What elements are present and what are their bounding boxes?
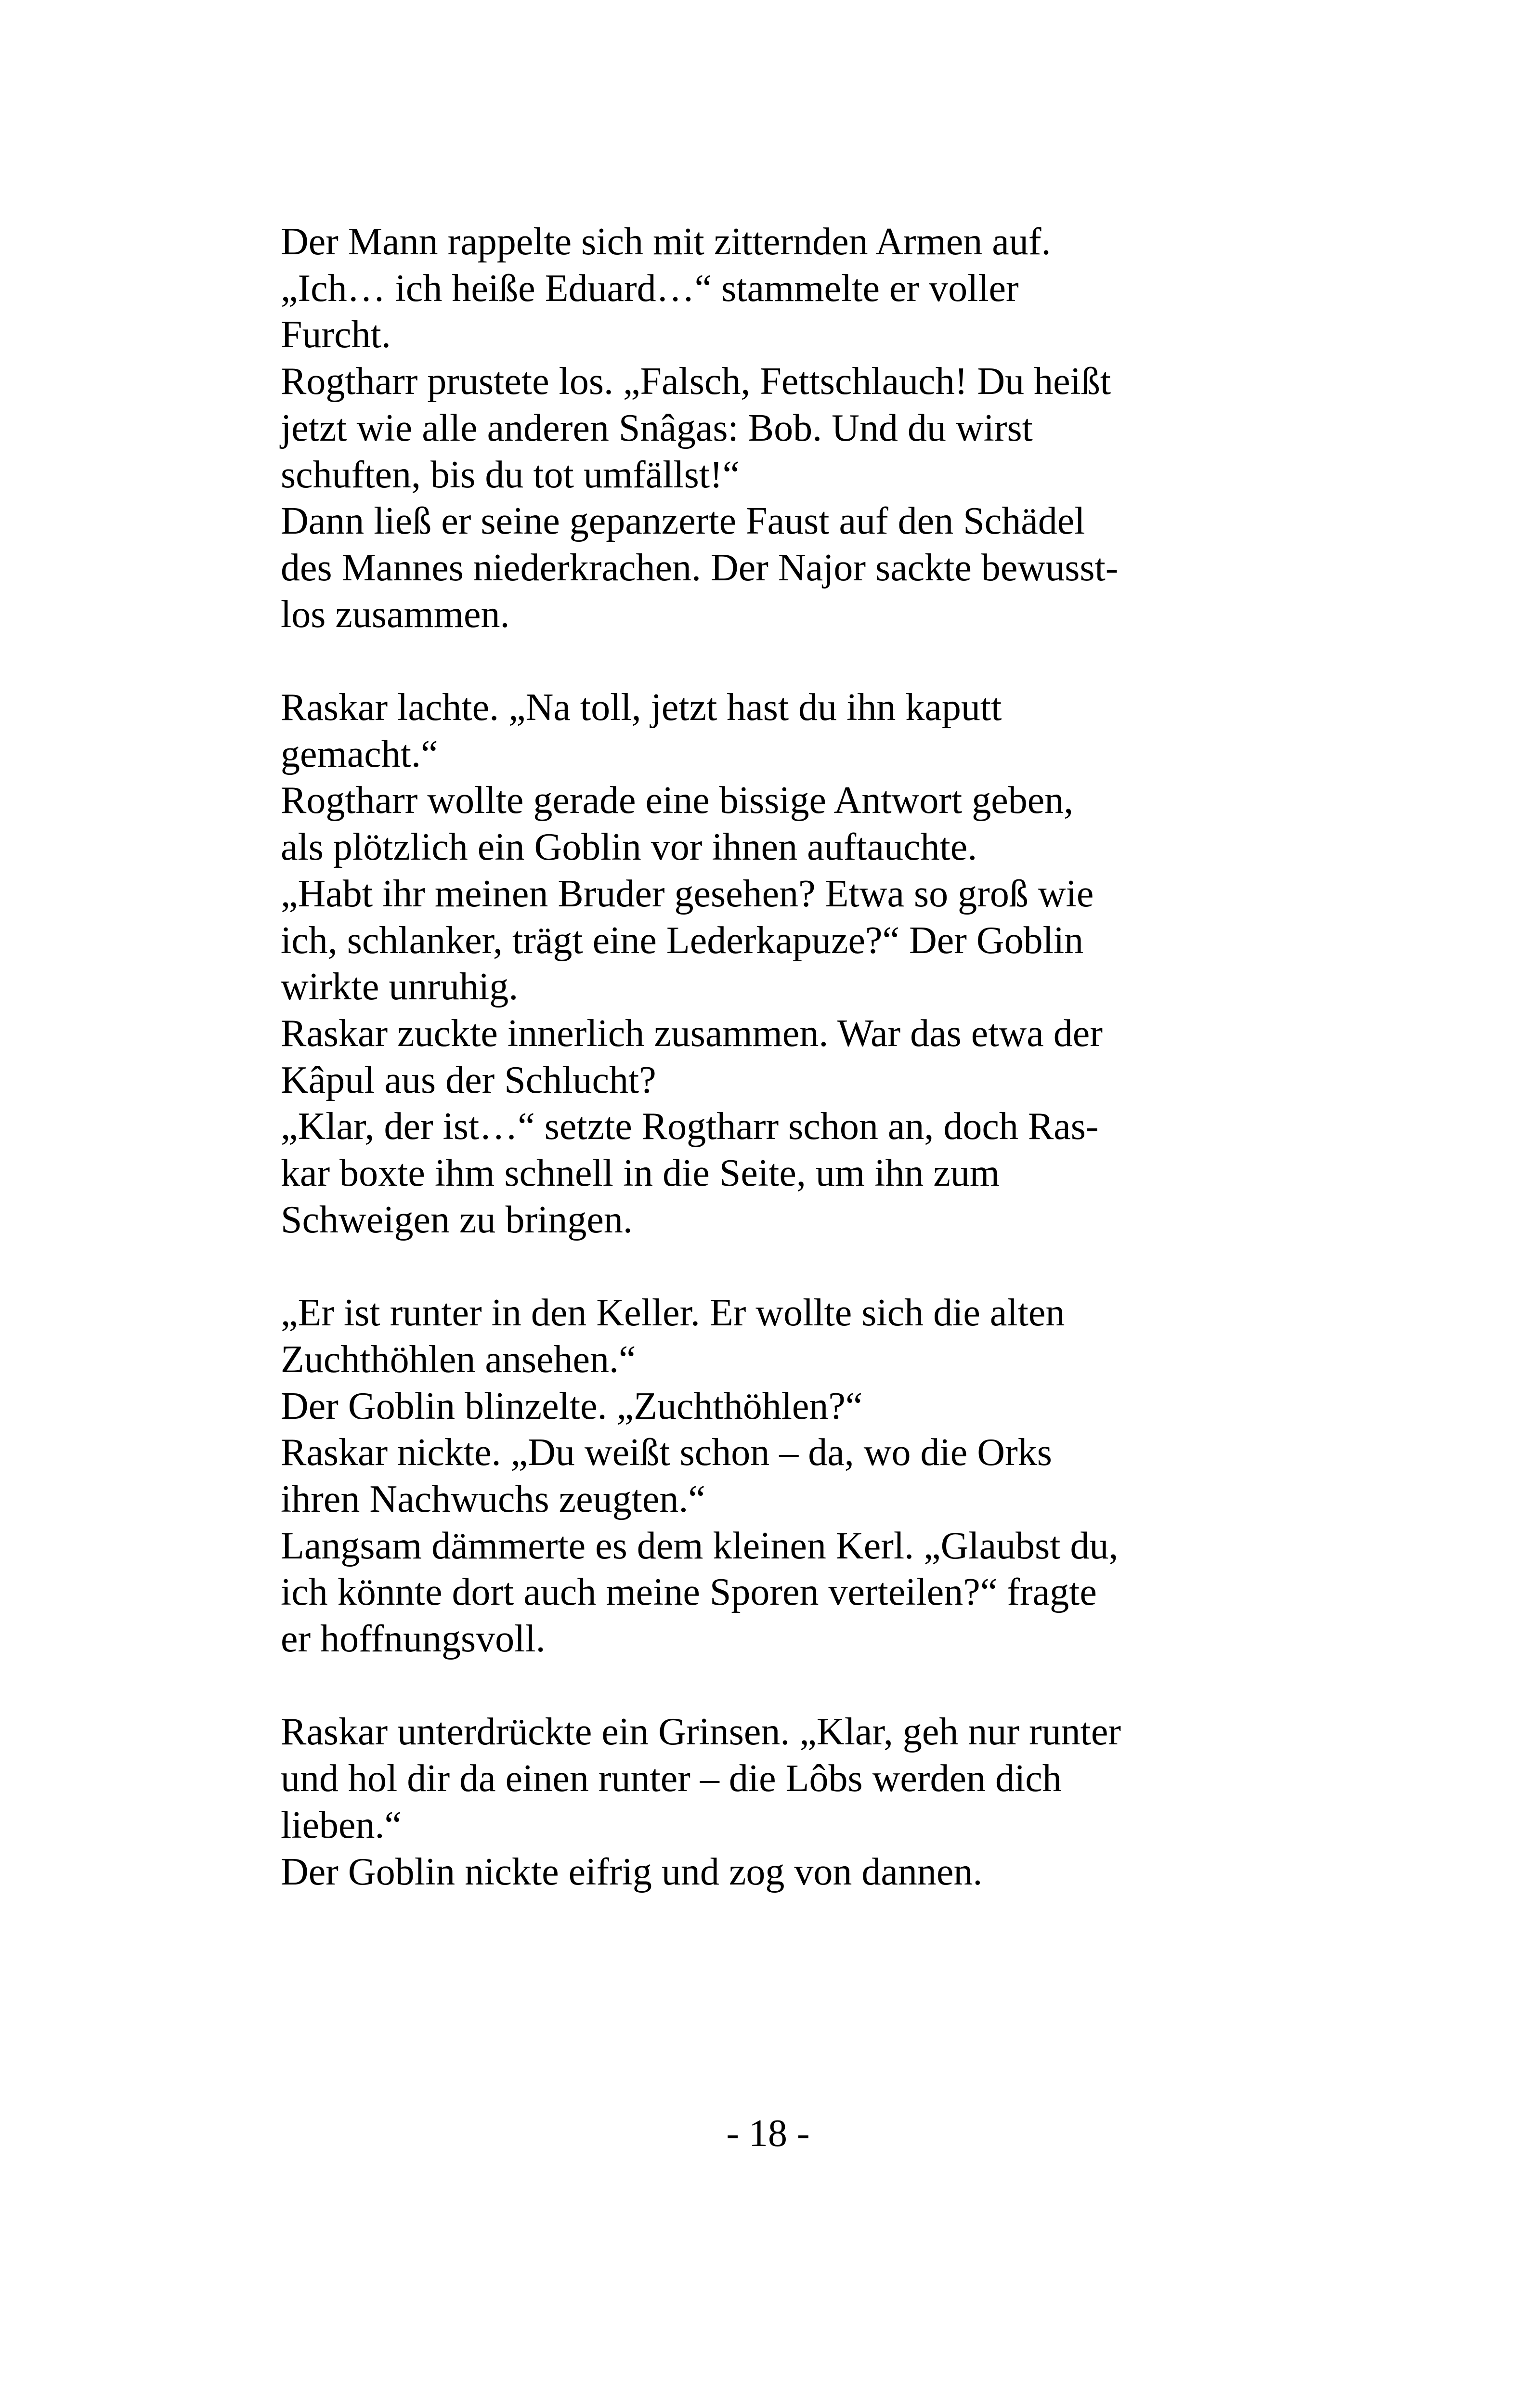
text-line: Langsam dämmerte es dem kleinen Kerl. „Glaubst du, bbox=[281, 1525, 1119, 1567]
text-line: als plötzlich ein Goblin vor ihnen auftauchte. bbox=[281, 826, 977, 868]
text-line: „Habt ihr meinen Bruder gesehen? Etwa so groß wie bbox=[281, 873, 1094, 915]
text-line: kar boxte ihm schnell in die Seite, um ihn zum bbox=[281, 1152, 1000, 1194]
text-line: Furcht. bbox=[281, 314, 391, 356]
text-line: Der Mann rappelte sich mit zitternden Armen auf. bbox=[281, 221, 1051, 263]
text-line: los zusammen. bbox=[281, 593, 510, 636]
text-line: wirkte unruhig. bbox=[281, 966, 519, 1008]
page-number: - 18 - bbox=[726, 2112, 810, 2155]
text-line: jetzt wie alle anderen Snâgas: Bob. Und du wirst bbox=[281, 407, 1033, 449]
text-line: Raskar nickte. „Du weißt schon – da, wo die Orks bbox=[281, 1431, 1052, 1474]
text-line: Rogtharr prustete los. „Falsch, Fettschlauch! Du heißt bbox=[281, 360, 1111, 403]
text-line: Kâpul aus der Schlucht? bbox=[281, 1059, 656, 1101]
text-line: lieben.“ bbox=[281, 1804, 402, 1846]
text-line: gemacht.“ bbox=[281, 733, 438, 775]
text-line: ich, schlanker, trägt eine Lederkapuze?“ Der Goblin bbox=[281, 919, 1084, 962]
text-line: und hol dir da einen runter – die Lôbs werden dich bbox=[281, 1757, 1062, 1800]
text-line: ihren Nachwuchs zeugten.“ bbox=[281, 1478, 705, 1520]
text-line: „Klar, der ist…“ setzte Rogtharr schon an, doch Ras- bbox=[281, 1105, 1099, 1148]
text-line: Raskar unterdrückte ein Grinsen. „Klar, geh nur runter bbox=[281, 1711, 1121, 1753]
text-line: des Mannes niederkrachen. Der Najor sackte bewusst- bbox=[281, 547, 1119, 589]
text-line: „Ich… ich heiße Eduard…“ stammelte er voller bbox=[281, 267, 1019, 310]
text-line: Zuchthöhlen ansehen.“ bbox=[281, 1338, 636, 1381]
text-line: schuften, bis du tot umfällst!“ bbox=[281, 454, 740, 496]
text-line: Schweigen zu bringen. bbox=[281, 1199, 633, 1241]
text-line: Rogtharr wollte gerade eine bissige Antwort geben, bbox=[281, 779, 1074, 822]
text-line: „Er ist runter in den Keller. Er wollte sich die alten bbox=[281, 1292, 1065, 1334]
text-line: Raskar zuckte innerlich zusammen. War das etwa der bbox=[281, 1012, 1103, 1055]
text-line: Raskar lachte. „Na toll, jetzt hast du ihn kaputt bbox=[281, 686, 1002, 729]
text-line: er hoffnungsvoll. bbox=[281, 1618, 546, 1660]
text-line: Der Goblin blinzelte. „Zuchthöhlen?“ bbox=[281, 1385, 863, 1427]
text-line: Der Goblin nickte eifrig und zog von dannen. bbox=[281, 1851, 983, 1893]
text-line: Dann ließ er seine gepanzerte Faust auf den Schädel bbox=[281, 500, 1085, 542]
text-line: ich könnte dort auch meine Sporen verteilen?“ fragte bbox=[281, 1571, 1097, 1613]
